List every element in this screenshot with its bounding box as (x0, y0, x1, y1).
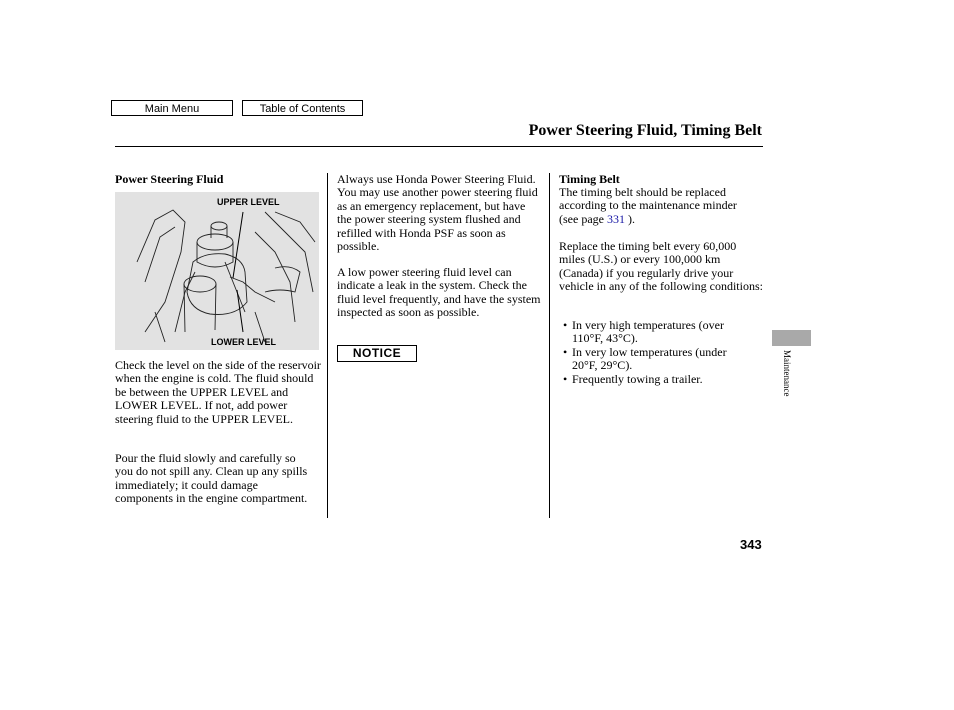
column-divider-1 (327, 173, 328, 518)
list-item: • In very low temperatures (under 20°F, 29°C). (559, 346, 729, 373)
section-side-label: Maintenance (782, 350, 792, 397)
reservoir-drawing (115, 192, 319, 350)
conditions-list (559, 319, 729, 386)
notice-label: NOTICE (337, 345, 417, 362)
honda-psf-paragraph: Always use Honda Power Steering Fluid. You may use another power steering fluid as an emergency replacement, but have the power steering system flushed and refilled with Honda PSF as soon as possible. (337, 172, 538, 254)
table-of-contents-button[interactable]: Table of Contents (242, 100, 363, 116)
timing-belt-text-before: The timing belt should be replaced according to the maintenance minder (see page (559, 185, 737, 226)
list-item: • In very high temperatures (over 110°F, 43°C). (559, 319, 729, 346)
page-title: Power Steering Fluid, Timing Belt (528, 122, 762, 139)
title-rule (115, 146, 763, 147)
reservoir-illustration (115, 192, 319, 350)
timing-belt-text-after: ). (624, 211, 635, 226)
timing-belt-paragraph-2: Replace the timing belt every 60,000 miles (U.S.) or every 100,000 km (Canada) if you regularly drive your vehicle in any of the following conditions: (559, 239, 763, 294)
timing-belt-paragraph-1 (559, 186, 759, 226)
lower-level-label: LOWER LEVEL (211, 337, 276, 347)
pour-fluid-paragraph: Pour the fluid slowly and carefully so you do not spill any. Clean up any spills immediately; it could damage components in the engine compartment. (115, 451, 308, 506)
timing-belt-heading: Timing Belt (559, 172, 620, 186)
list-item: • Frequently towing a trailer. (559, 373, 729, 386)
upper-level-label: UPPER LEVEL (217, 197, 280, 207)
power-steering-heading: Power Steering Fluid (115, 172, 224, 186)
low-level-paragraph: A low power steering fluid level can indicate a leak in the system. Check the fluid level frequently, and have the system inspected as soon as possible. (337, 265, 541, 320)
section-tab (772, 330, 811, 346)
check-level-paragraph: Check the level on the side of the reservoir when the engine is cold. The fluid should be between the UPPER LEVEL and LOWER LEVEL. If not, add power steering fluid to the UPPER LEVEL. (115, 358, 321, 426)
page-number: 343 (740, 537, 762, 552)
page-331-link[interactable]: 331 (606, 211, 625, 226)
column-divider-2 (549, 173, 550, 518)
main-menu-button[interactable]: Main Menu (111, 100, 233, 116)
